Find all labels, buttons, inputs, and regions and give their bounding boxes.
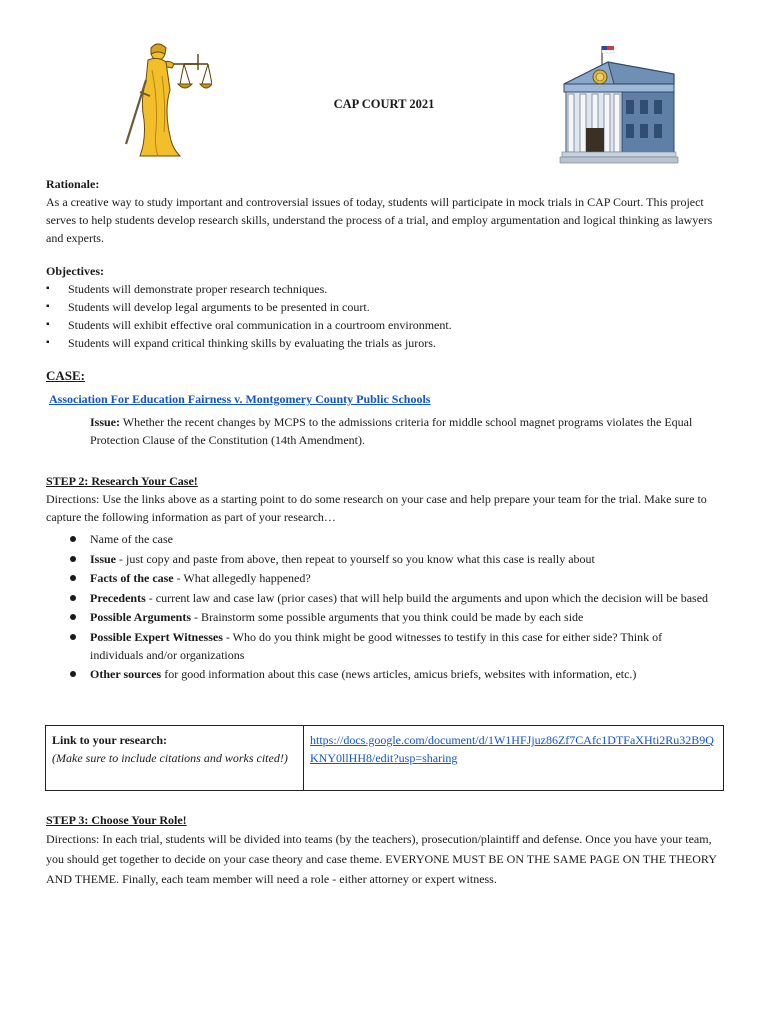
rationale-text: As a creative way to study important and controversial issues of today, students will participate in mock trials in CAP Court. This project serves to help students develop research skills, understand the process of a trial, and employ argumentation and logical thinking as lawyers and experts.: [46, 195, 713, 245]
list-item: Possible Arguments - Brainstorm some possible arguments that you think could be made by each side: [68, 608, 718, 626]
list-item: Other sources for good information about this case (news articles, amicus briefs, websites with information, etc.): [68, 665, 718, 683]
list-item: ▪ Students will expand critical thinking skills by evaluating the trials as jurors.: [46, 334, 726, 352]
list-item: ▪ Students will demonstrate proper research techniques.: [46, 280, 726, 298]
issue-text: Whether the recent changes by MCPS to the admissions criteria for middle school magnet programs violates the Equal Protection Clause of the Constitution (14th Amendment).: [90, 415, 693, 447]
step2-list: [68, 530, 718, 685]
list-item: Facts of the case - What allegedly happened?: [68, 569, 718, 587]
objectives-list: [46, 280, 726, 352]
page-title: CAP COURT 2021: [333, 97, 435, 111]
step2-section: [46, 472, 726, 526]
list-item: Possible Expert Witnesses - Who do you think might be good witnesses to testify in this case for either side? Think of individuals and/or organizations: [68, 628, 718, 664]
step3-directions: Directions: In each trial, students will be divided into teams (by the teachers), prosecution/plaintiff and defense. Once you have your team, you should get together to decide on your case theory and case theme. EVERYONE MUST BE ON THE SAME PAGE ON THE THEORY AND THEME. Finally, each team member will need a role - either attorney or expert witness.: [46, 832, 717, 886]
research-note: (Make sure to include citations and works cited!): [52, 751, 288, 765]
table-row: [46, 726, 724, 791]
objectives-section: [46, 262, 726, 352]
list-item: ▪ Students will exhibit effective oral communication in a courtroom environment.: [46, 316, 726, 334]
list-item: Issue - just copy and paste from above, then repeat to yourself so you know what this case is really about: [68, 550, 718, 568]
step2-directions: Directions: Use the links above as a starting point to do some research on your case and help prepare your team for the trial. Make sure to capture the following information as part of your research…: [46, 492, 707, 524]
list-item: Precedents - current law and case law (prior cases) that will help build the arguments and upon which the decision will be based: [68, 589, 718, 607]
step3-heading: STEP 3: Choose Your Role!: [46, 813, 187, 827]
rationale-section: [46, 175, 726, 247]
step3-section: [46, 811, 726, 889]
case-heading: CASE:: [46, 368, 86, 383]
step2-heading: STEP 2: Research Your Case!: [46, 474, 198, 488]
research-link[interactable]: https://docs.google.com/document/d/1W1HFJjuz86Zf7CAfc1DTFaXHti2Ru32B9QKNY0llHH8/edit?usp=sharing: [310, 733, 714, 765]
list-item: Name of the case: [68, 530, 718, 548]
objectives-heading: Objectives:: [46, 264, 104, 278]
research-label-cell: [46, 726, 304, 791]
list-item: ▪ Students will develop legal arguments to be presented in court.: [46, 298, 726, 316]
research-link-cell: [304, 726, 724, 791]
case-link[interactable]: Association For Education Fairness v. Montgomery County Public Schools: [49, 392, 431, 406]
case-issue: [90, 413, 700, 449]
rationale-heading: Rationale:: [46, 177, 100, 191]
issue-label: Issue:: [90, 415, 121, 429]
research-table: [45, 725, 724, 791]
research-label: Link to your research:: [52, 733, 168, 747]
